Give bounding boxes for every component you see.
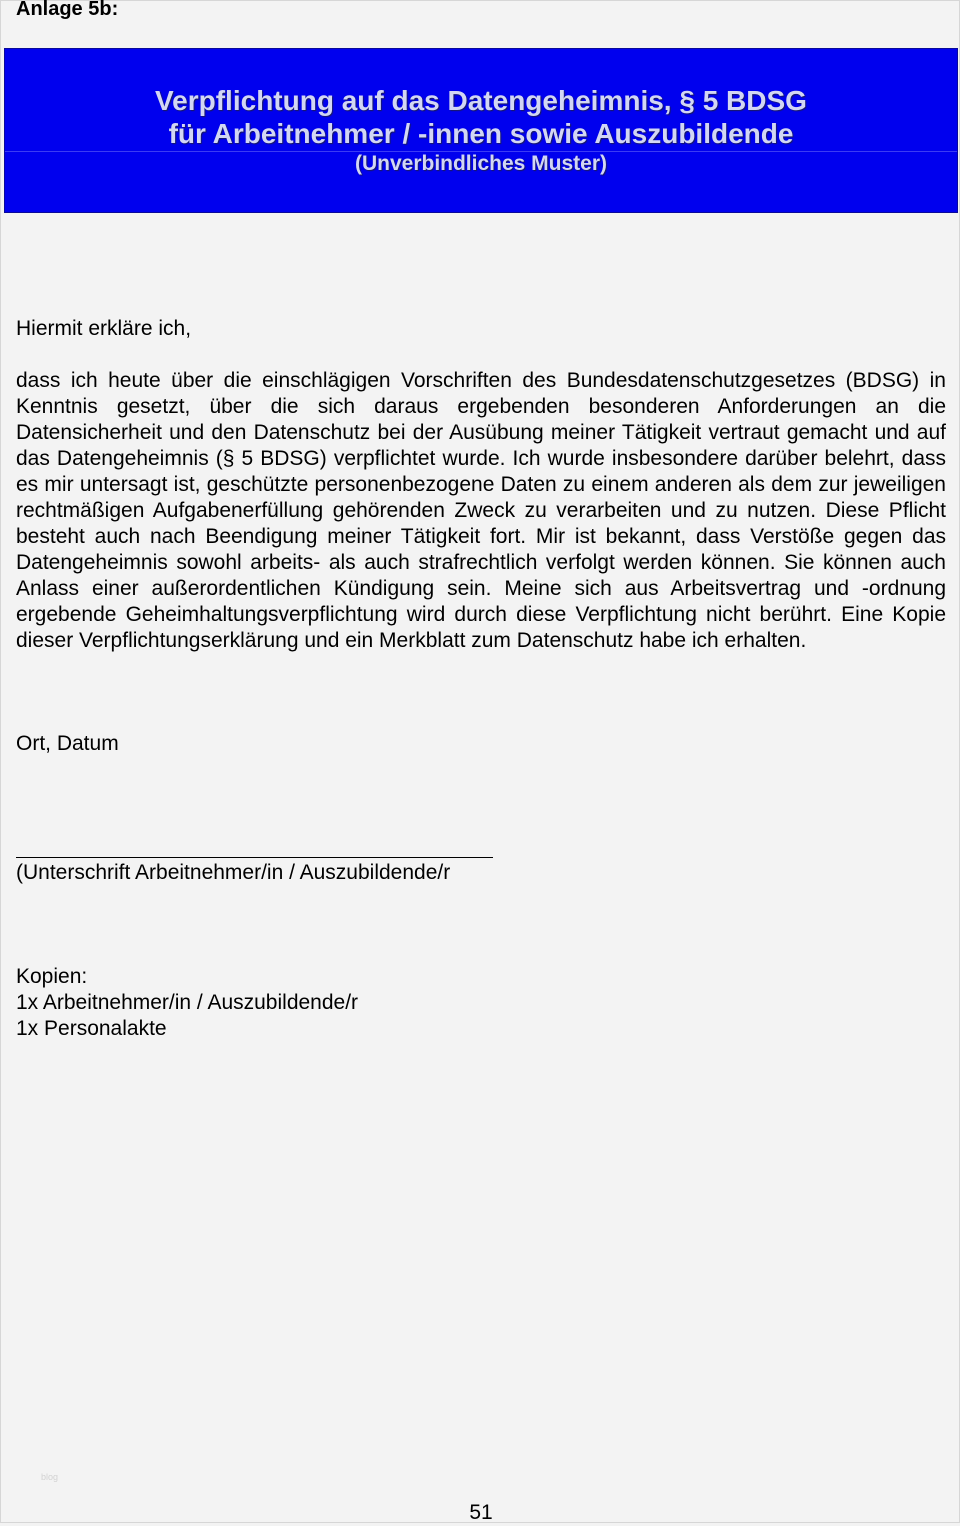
- ort-datum-label: Ort, Datum: [16, 732, 119, 755]
- kopien-label: Kopien:: [16, 965, 88, 988]
- kopien-item: 1x Personalakte: [16, 1017, 167, 1040]
- banner-title-line2: für Arbeitnehmer / -innen sowie Auszubildende: [168, 118, 794, 149]
- banner-subtitle: (Unverbindliches Muster): [354, 152, 608, 175]
- intro-text: Hiermit erkläre ich,: [16, 317, 192, 340]
- page-number: 51: [469, 1501, 493, 1524]
- declaration-body: dass ich heute über die einschlägigen Vorschriften des Bundesdatenschutzgesetzes (BDSG) in Kenntnis gesetzt, über die sich daraus ergebenden besonderen Anforderungen an die Datensicherheit und den Datenschutz bei der Ausübung meiner Tätigkeit vertraut gemacht und auf das Datengeheimnis (§ 5 BDSG) verpflichtet wurde. Ich wurde insbesondere darüber belehrt, dass es mir untersagt ist, geschützte personenbezogene Daten zu einem anderen als dem zur jeweiligen rechtmäßigen Aufgabenerfüllung gehörenden Zweck zu verarbeiten und zu nutzen. Diese Pflicht besteht auch nach Beendigung meiner Tätigkeit fort. Mir ist bekannt, dass Verstöße gegen das Datengeheimnis sowohl arbeits- als auch strafrechtlich verfolgt werden können. Sie können auch Anlass einer außerordentlichen Kündigung sein. Meine sich aus Arbeitsvertrag und -ordnung ergebende Geheimhaltungsverpflichtung wird durch diese Verpflichtung nicht berührt. Eine Kopie dieser Verpflichtungserklärung und ein Merkblatt zum Datenschutz habe ich erhalten.: [16, 369, 946, 652]
- anlage-label: Anlage 5b:: [16, 0, 119, 20]
- title-banner: [4, 48, 958, 213]
- signature-caption: (Unterschrift Arbeitnehmer/in / Auszubildende/r: [16, 861, 451, 884]
- banner-title-line1: Verpflichtung auf das Datengeheimnis, § 5 BDSG: [155, 85, 807, 116]
- watermark: blog: [41, 1472, 59, 1482]
- kopien-item: 1x Arbeitnehmer/in / Auszubildende/r: [16, 991, 359, 1014]
- signature-line: [16, 857, 493, 858]
